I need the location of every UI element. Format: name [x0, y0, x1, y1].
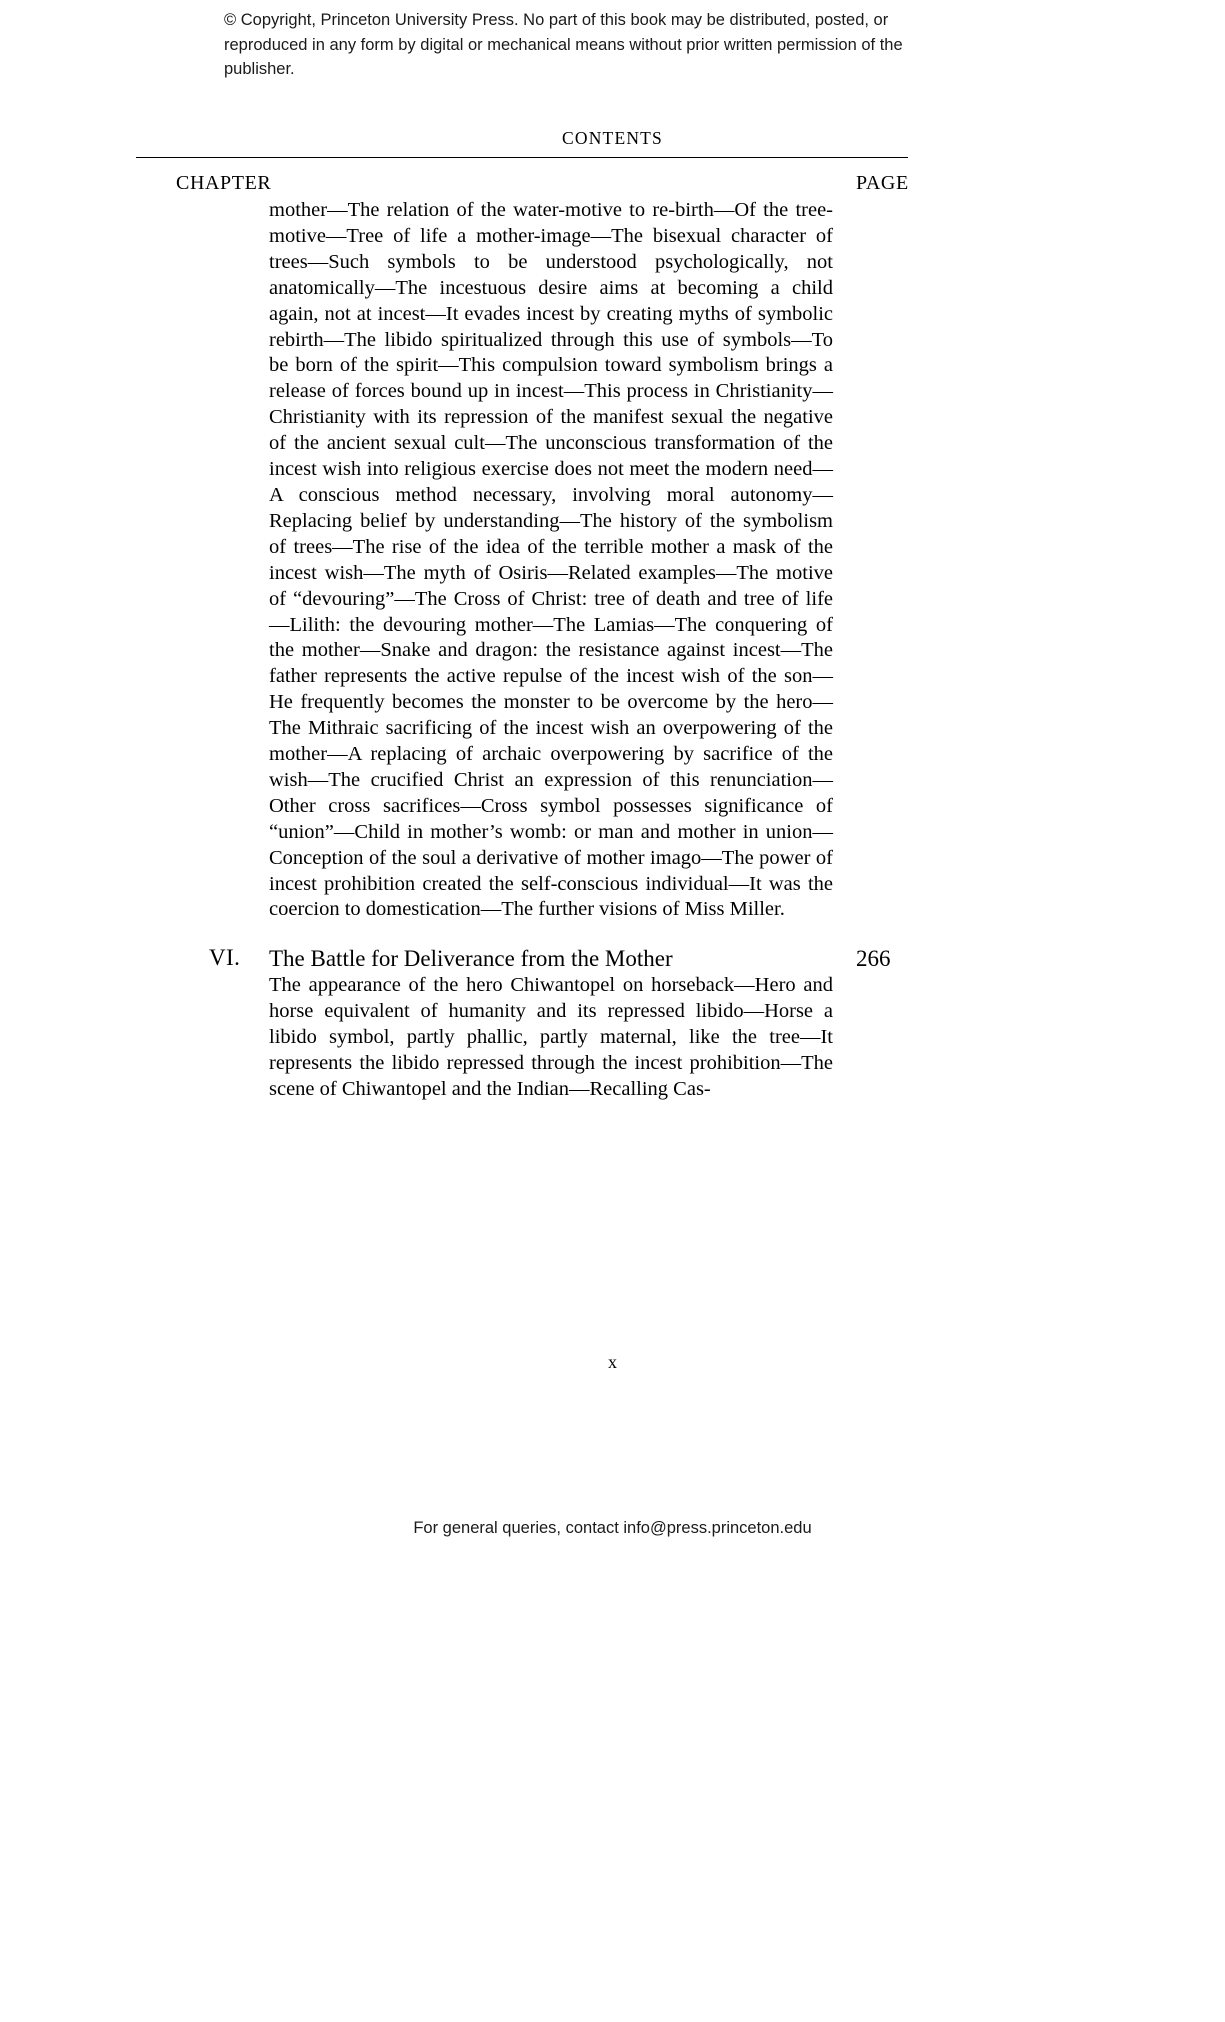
continued-chapter-description: mother—The relation of the water-motive to re-birth—Of the tree-motive—Tree of life a mother-image—The bisexual character of trees—Such symbols to be understood psychologically, not anatomically—The incestuous desire aims at becoming a child again, not at incest—It evades incest by creating myths of symbolic rebirth—The libido spiritualized through this use of symbols—To be born of the spirit—This compulsion toward symbolism brings a release of forces bound up in incest—This process in Christianity—Christianity with its repression of the manifest sexual the negative of the ancient sexual cult—The unconscious transformation of the incest wish into religious exercise does not meet the modern need—A conscious method necessary, involving moral autonomy—Replacing belief by understanding—The history of the symbolism of trees—The rise of the idea of the terrible mother a mask of the incest wish—The myth of Osiris—Related examples—The motive of “devouring”—The Cross of Christ: tree of death and tree of life—Lilith: the devouring mother—The Lamias—The conquering of the mother—Snake and dragon: the resistance against incest—The father represents the active repulse of the incest wish of the son—He frequently becomes the monster to be overcome by the hero—The Mithraic sacrificing of the incest wish an overpowering of the mother—A replacing of archaic overpowering by sacrifice of the wish—The crucified Christ an expression of this renunciation—Other cross sacrifices—Cross symbol possesses significance of “union”—Child in mother’s womb: or man and mother in union—Conception of the soul a derivative of mother imago—The power of incest prohibition created the self-conscious individual—It was the coercion to domestication—The further visions of Miss Miller.	[269, 199, 833, 921]
toc-entry-page-number: 266	[856, 946, 891, 972]
page-folio: x	[608, 1352, 617, 1372]
contents-heading: CONTENTS	[562, 128, 663, 148]
toc-entry-description: The appearance of the hero Chiwantopel on horseback—Hero and horse equivalent of humanity and its repressed libido—Horse a libido symbol, partly phallic, partly maternal, like the tree—It represents the libido repressed through the incest prohibition—The scene of Chiwantopel and the Indian—Recalling Cas-	[269, 974, 833, 1100]
toc-entry-vi[interactable]	[209, 945, 891, 973]
copyright-notice: © Copyright, Princeton University Press. No part of this book may be distributed, posted, or reproduced in any form by digital or mechanical means without prior written permission of the publisher.	[224, 11, 903, 78]
column-header-page: PAGE	[856, 172, 909, 194]
footer-query-line: For general queries, contact info@press.princeton.edu	[413, 1519, 812, 1537]
toc-entry-title: The Battle for Deliverance from the Mother	[269, 946, 673, 972]
header-divider	[136, 157, 908, 158]
toc-entry-number: VI.	[209, 945, 241, 971]
contents-body	[209, 198, 891, 1103]
column-header-chapter: CHAPTER	[176, 172, 272, 194]
